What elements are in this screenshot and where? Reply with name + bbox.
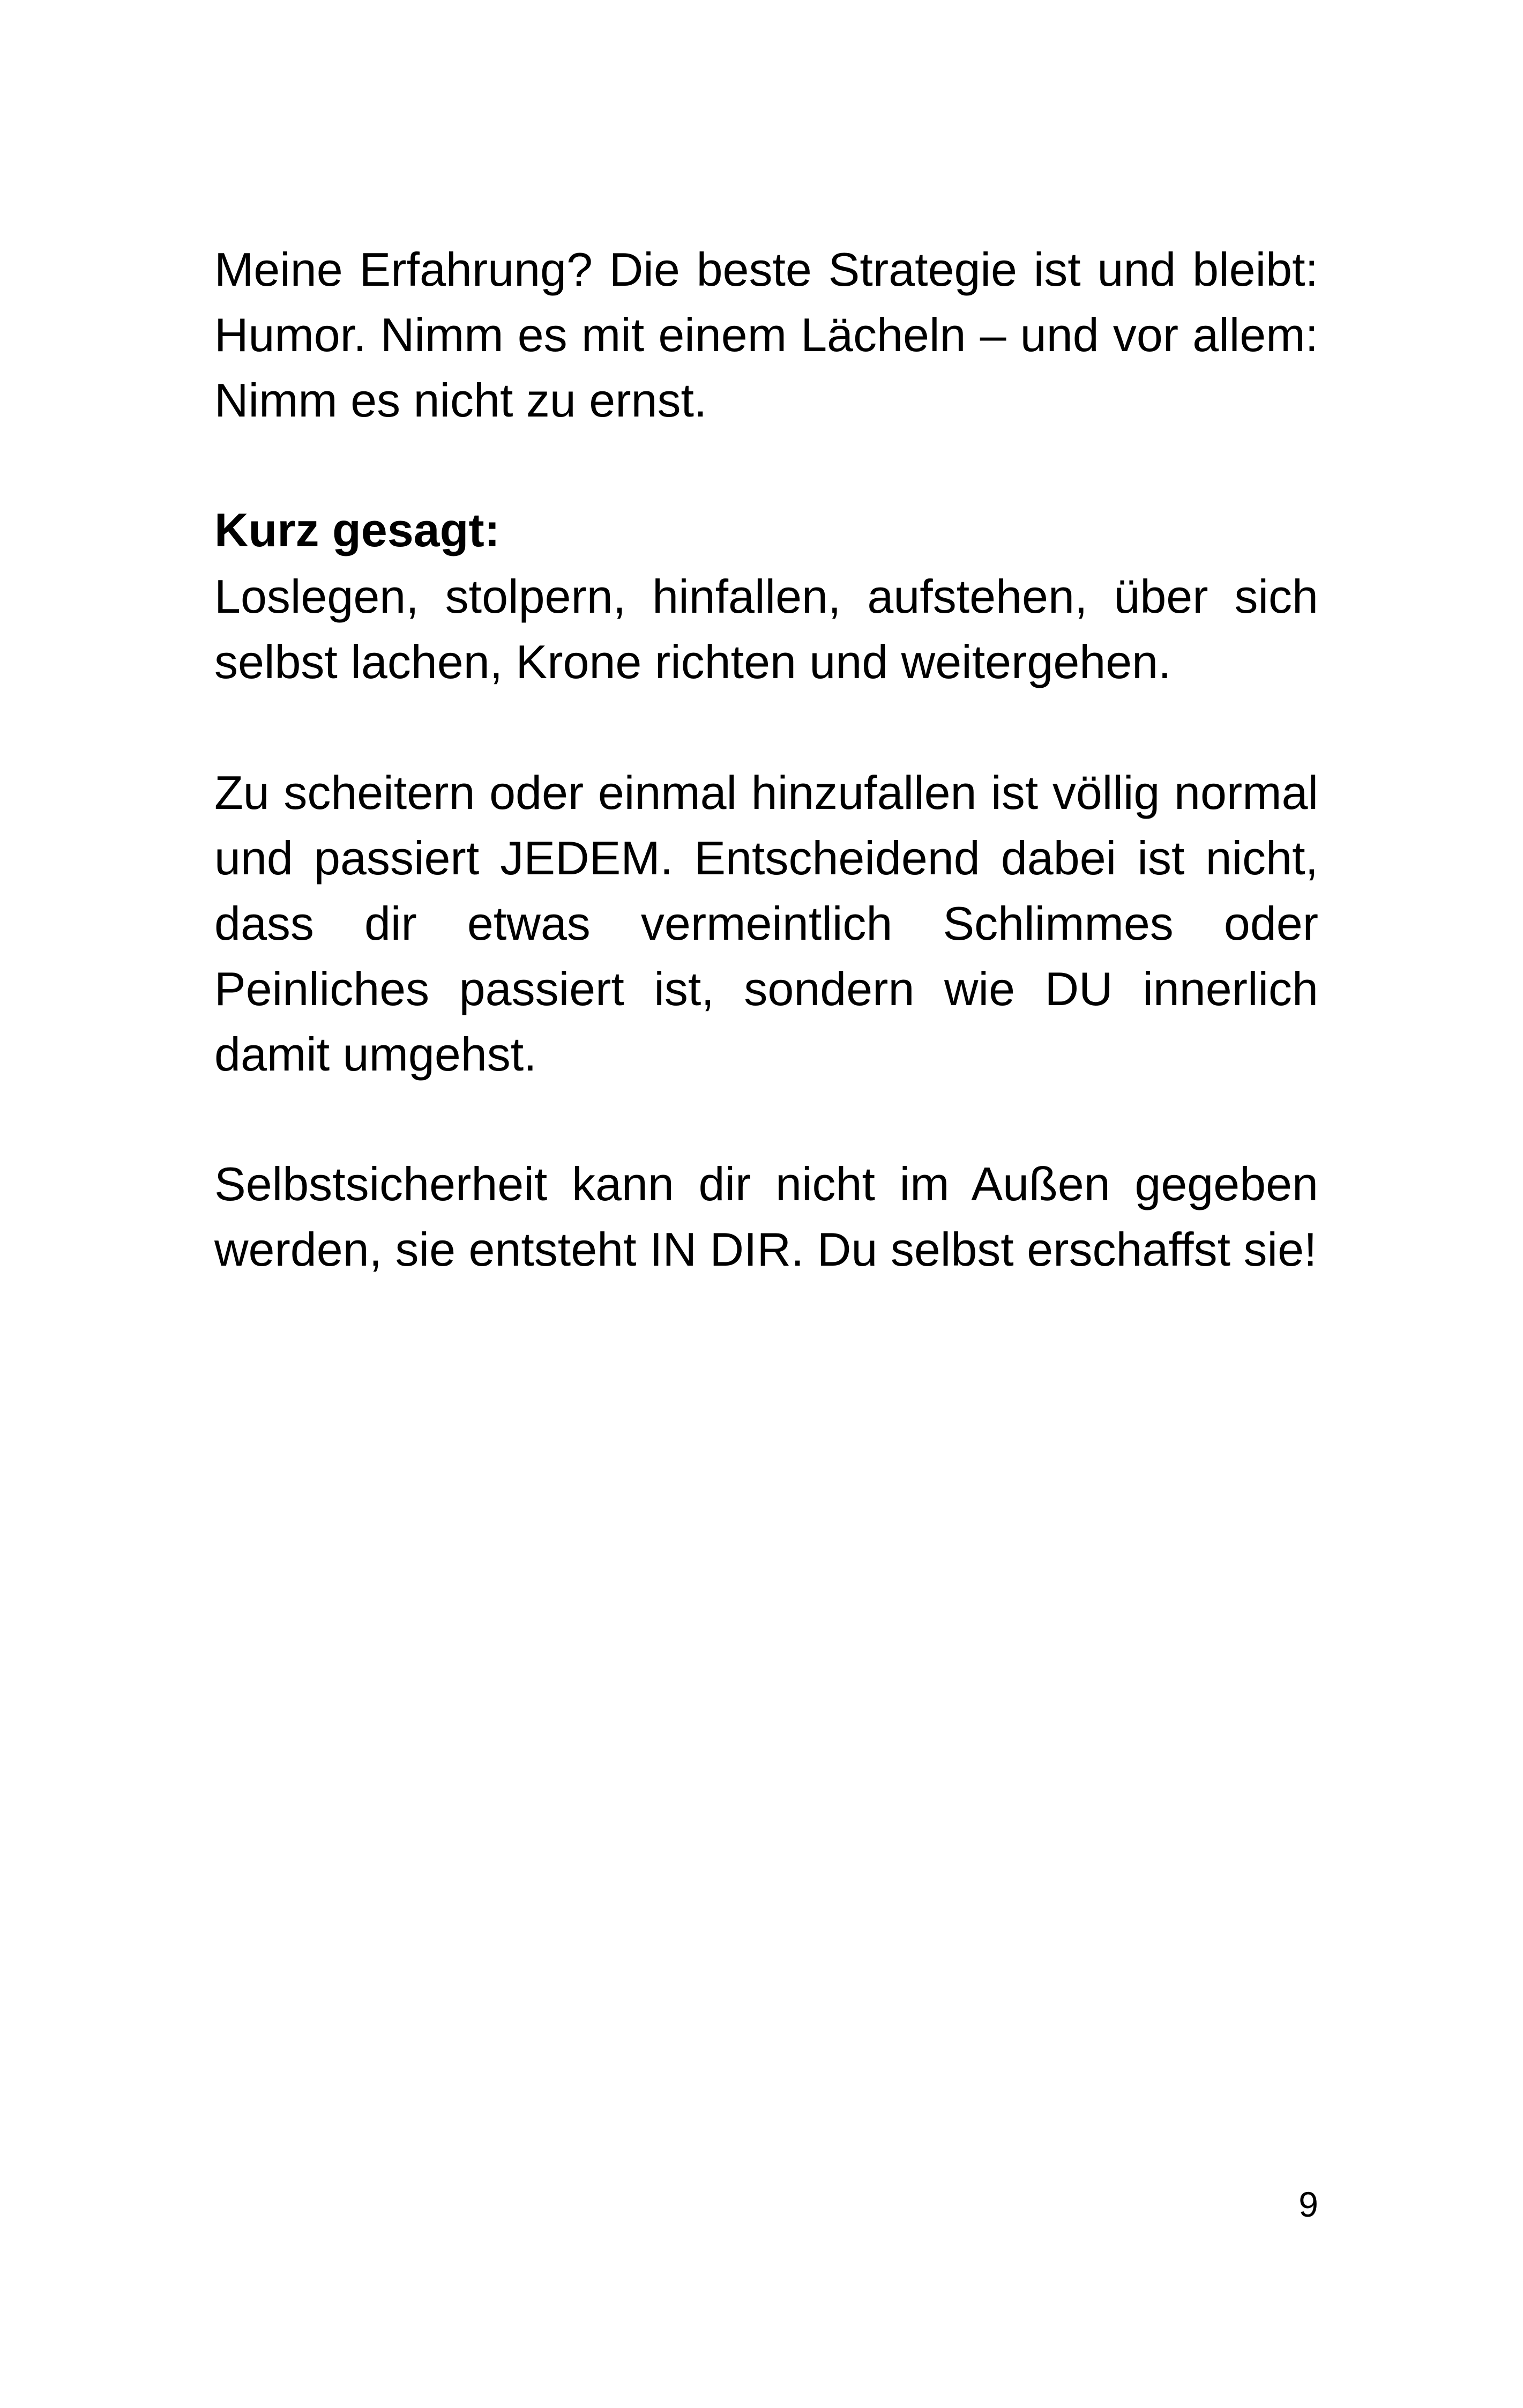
paragraph-humor: Meine Erfahrung? Die beste Strategie ist und bleibt: Humor. Nimm es mit einem Lächeln – und vor allem: Nimm es nicht zu ernst. (214, 243, 1318, 427)
paragraph-self-confidence: Selbstsicherheit kann dir nicht im Außen gegeben werden, sie entsteht IN DIR. Du selbst erschaffst sie! (214, 1157, 1318, 1276)
paragraph-failure: Zu scheitern oder einmal hinzufallen ist völlig normal und passiert JEDEM. Entscheidend dabei ist nicht, dass dir etwas vermeintlich Schlimmes oder Peinliches passiert ist, sondern wie DU innerlich damit umgehst. (214, 766, 1318, 1081)
section-heading: Kurz gesagt: (214, 503, 500, 556)
page-number: 9 (1298, 2184, 1318, 2224)
paragraph-summary: Loslegen, stolpern, hinfallen, aufstehen, über sich selbst lachen, Krone richten und weitergehen. (214, 570, 1318, 688)
